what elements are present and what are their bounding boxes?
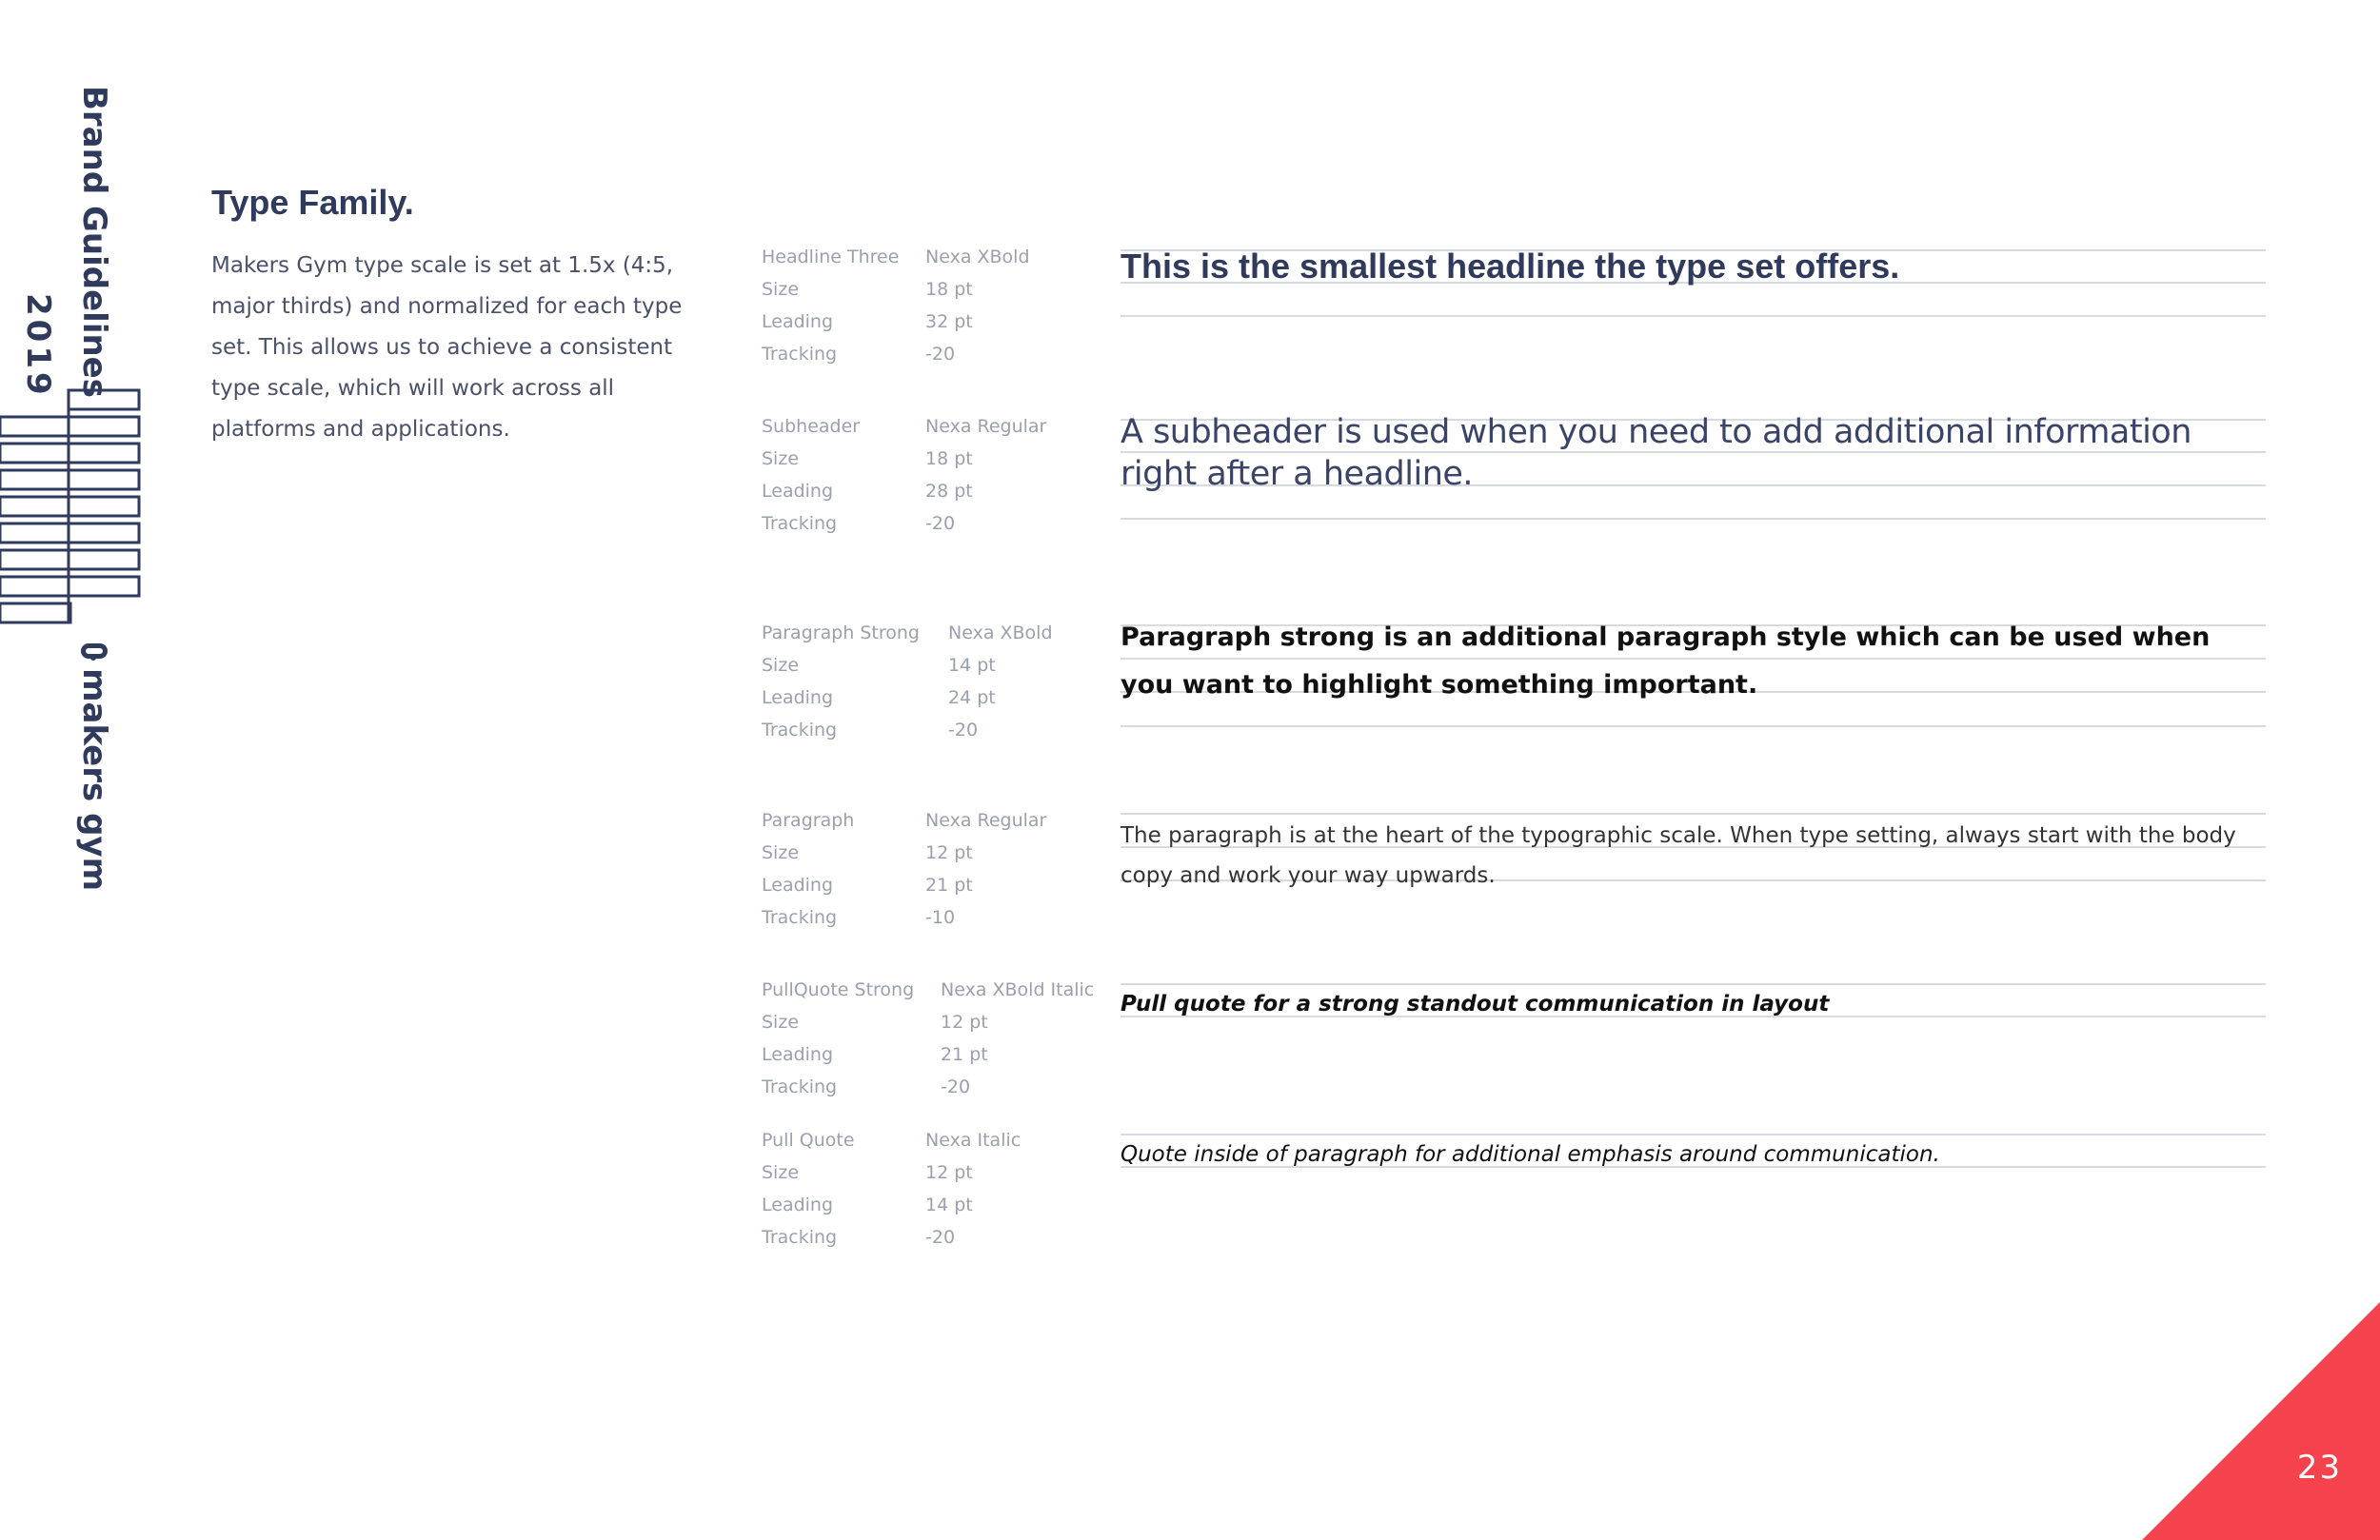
spec-style-name: Paragraph: [762, 810, 855, 831]
baseline-rule: [1121, 983, 2266, 985]
spec-leading: 21 pt: [941, 1044, 988, 1065]
corner-triangle: [2142, 1302, 2380, 1540]
spec-tracking: -20: [925, 1227, 956, 1248]
spec-size-label: Size: [762, 655, 800, 676]
spec-size-label: Size: [762, 279, 800, 300]
spec-tracking-label: Tracking: [762, 907, 838, 928]
spec-tracking: -10: [925, 907, 956, 928]
sample-pull-quote: Quote inside of paragraph for additional emphasis around communication.: [1121, 1142, 1940, 1167]
spec-size: 14 pt: [948, 655, 996, 676]
intro-paragraph: Makers Gym type scale is set at 1.5x (4:5, major thirds) and normalized for each type set. This allows us to achieve a consistent type scale, which will work across all platforms and applications.: [211, 253, 683, 442]
spec-font: Nexa Regular: [925, 416, 1047, 437]
spec-tracking: -20: [925, 513, 956, 534]
spec-leading: 24 pt: [948, 687, 996, 708]
spec-size: 12 pt: [941, 1012, 988, 1033]
baseline-rule: [1121, 1134, 2266, 1135]
brand-logo: [67, 643, 122, 891]
spec-font: Nexa Regular: [925, 810, 1047, 831]
baseline-rule: [1121, 518, 2266, 520]
baseline-rule: [1121, 725, 2266, 727]
spec-font: Nexa XBold: [925, 247, 1030, 267]
page-title: Type Family.: [211, 183, 414, 222]
spec-tracking-label: Tracking: [762, 1076, 838, 1097]
spec-style-name: Pull Quote: [762, 1130, 855, 1151]
spec-size: 18 pt: [925, 279, 973, 300]
spec-font: Nexa XBold Italic: [941, 979, 1095, 1000]
sample-paragraph: The paragraph is at the heart of the typographic scale. When type setting, always start with the body copy and work your way upwards.: [1121, 823, 2236, 888]
spec-tracking: -20: [948, 720, 979, 740]
spec-size-label: Size: [762, 1012, 800, 1033]
brand-mark-icon: [81, 643, 108, 659]
spec-leading-label: Leading: [762, 1044, 834, 1065]
brand-guidelines-label: Brand Guidelines: [75, 86, 113, 398]
spec-leading-label: Leading: [762, 875, 834, 896]
spec-tracking-label: Tracking: [762, 720, 838, 740]
spec-tracking: -20: [925, 344, 956, 365]
spec-tracking: -20: [941, 1076, 971, 1097]
brand-name: makers gym: [75, 668, 113, 891]
spec-leading: 32 pt: [925, 311, 973, 332]
spec-style-name: Headline Three: [762, 247, 900, 267]
spec-style-name: Subheader: [762, 416, 861, 437]
spec-leading: 28 pt: [925, 481, 973, 502]
sample-subheader: A subheader is used when you need to add additional information right after a headline.: [1121, 413, 2192, 493]
spec-leading-label: Leading: [762, 481, 834, 502]
page-number: 23: [2296, 1449, 2342, 1487]
spec-size-label: Size: [762, 842, 800, 863]
sample-headline-three: This is the smallest headline the type set offers.: [1121, 247, 1900, 286]
sample-pullquote-strong: Pull quote for a strong standout communication in layout: [1121, 992, 1830, 1017]
spec-size: 12 pt: [925, 842, 973, 863]
spec-tracking-label: Tracking: [762, 513, 838, 534]
spec-leading: 14 pt: [925, 1194, 973, 1215]
spec-size-label: Size: [762, 1162, 800, 1183]
spec-leading: 21 pt: [925, 875, 973, 896]
spec-font: Nexa XBold: [948, 622, 1053, 643]
spec-size: 12 pt: [925, 1162, 973, 1183]
sample-paragraph-strong: Paragraph strong is an additional paragraph style which can be used when you want to highlight something important.: [1121, 622, 2211, 700]
year-label: 2019: [19, 293, 57, 399]
spec-style-name: PullQuote Strong: [762, 979, 915, 1000]
spec-tracking-label: Tracking: [762, 344, 838, 365]
baseline-rule: [1121, 315, 2266, 317]
spec-tracking-label: Tracking: [762, 1227, 838, 1248]
spec-style-name: Paragraph Strong: [762, 622, 920, 643]
spec-leading-label: Leading: [762, 1194, 834, 1215]
spec-leading-label: Leading: [762, 687, 834, 708]
spec-size: 18 pt: [925, 448, 973, 469]
spec-size-label: Size: [762, 448, 800, 469]
spec-font: Nexa Italic: [925, 1130, 1021, 1151]
bar-graphic: [0, 388, 141, 640]
spec-leading-label: Leading: [762, 311, 834, 332]
baseline-rule: [1121, 813, 2266, 815]
